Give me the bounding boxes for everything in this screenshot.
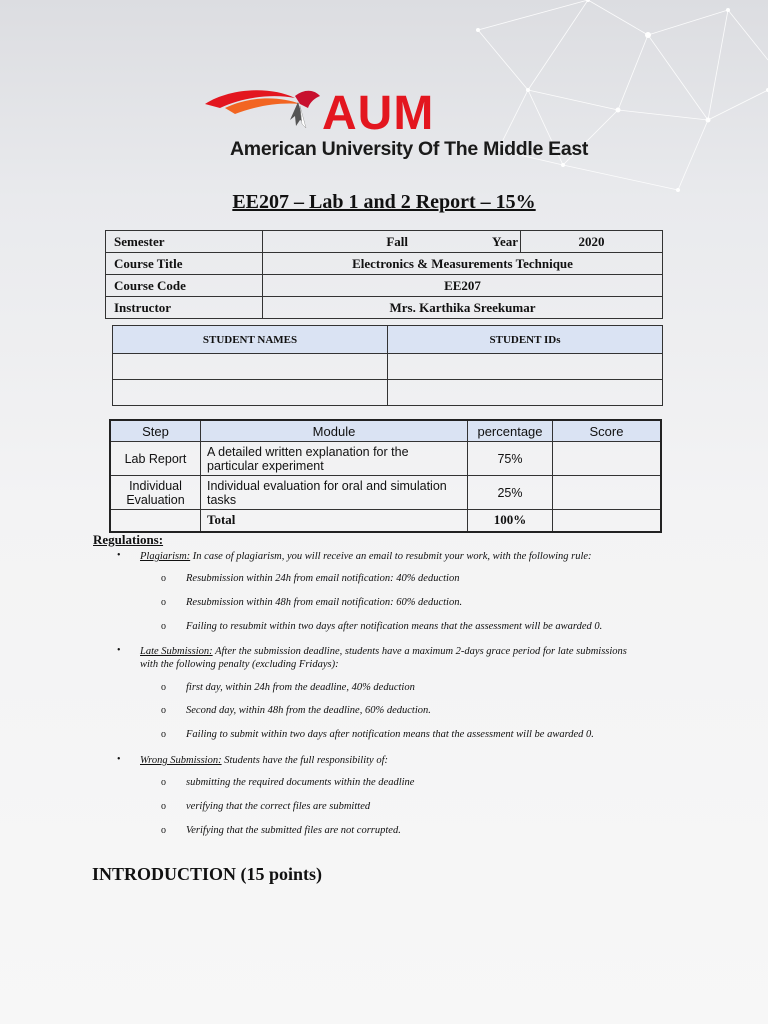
step-cell: Lab Report bbox=[110, 442, 201, 476]
student-names-header: STUDENT NAMES bbox=[113, 326, 388, 354]
circle-bullet-icon: o bbox=[161, 801, 166, 812]
course-code-value: EE207 bbox=[263, 275, 663, 297]
table-total-row bbox=[110, 510, 661, 532]
semester-label: Semester bbox=[106, 231, 263, 253]
plagiarism-item: Failing to resubmit within two days after notification means that the assessment will be awarded 0. bbox=[186, 621, 603, 632]
year-label: Year bbox=[492, 233, 518, 249]
table-row bbox=[113, 380, 663, 406]
circle-bullet-icon: o bbox=[161, 573, 166, 584]
score-header: Score bbox=[553, 420, 662, 442]
student-id-cell[interactable] bbox=[388, 354, 663, 380]
score-cell[interactable] bbox=[553, 442, 662, 476]
grading-table bbox=[109, 419, 662, 533]
aum-logo bbox=[200, 86, 589, 166]
plagiarism-rule bbox=[140, 550, 680, 563]
wrong-item: verifying that the correct files are submitted bbox=[186, 801, 371, 812]
instructor-label: Instructor bbox=[106, 297, 263, 319]
regulations-heading: Regulations: bbox=[93, 532, 164, 547]
course-title-label: Course Title bbox=[106, 253, 263, 275]
course-info-table bbox=[105, 230, 663, 319]
table-row bbox=[106, 231, 663, 253]
empty-cell bbox=[110, 510, 201, 532]
logo-wordmark: AUM bbox=[322, 87, 435, 140]
percentage-header: percentage bbox=[468, 420, 553, 442]
circle-bullet-icon: o bbox=[161, 621, 166, 632]
table-row bbox=[110, 442, 661, 476]
table-row bbox=[106, 297, 663, 319]
step-header: Step bbox=[110, 420, 201, 442]
module-cell: A detailed written explanation for the particular experiment bbox=[201, 442, 468, 476]
introduction-heading: INTRODUCTION (15 points) bbox=[92, 864, 323, 884]
table-row bbox=[113, 354, 663, 380]
table-header-row bbox=[110, 420, 661, 442]
year-value: 2020 bbox=[521, 231, 663, 253]
late-item: Failing to submit within two days after notification means that the assessment will be awarded 0. bbox=[186, 729, 594, 740]
document-title: EE207 – Lab 1 and 2 Report – 15% bbox=[232, 191, 536, 213]
score-total-cell[interactable] bbox=[553, 510, 662, 532]
wrong-item: Verifying that the submitted files are not corrupted. bbox=[186, 825, 401, 836]
student-name-cell[interactable] bbox=[113, 354, 388, 380]
plagiarism-item: Resubmission within 48h from email notification: 60% deduction. bbox=[186, 597, 463, 608]
student-ids-header: STUDENT IDs bbox=[388, 326, 663, 354]
wrong-submission-rule bbox=[140, 754, 680, 767]
student-name-cell[interactable] bbox=[113, 380, 388, 406]
plagiarism-text: In case of plagiarism, you will receive an email to resubmit your work, with the following rule: bbox=[190, 551, 592, 562]
bullet-icon: • bbox=[117, 754, 121, 765]
bullet-icon: • bbox=[117, 550, 121, 561]
course-title-value: Electronics & Measurements Technique bbox=[263, 253, 663, 275]
table-row bbox=[106, 253, 663, 275]
module-header: Module bbox=[201, 420, 468, 442]
course-code-label: Course Code bbox=[106, 275, 263, 297]
percentage-cell: 25% bbox=[468, 476, 553, 510]
wrong-submission-label: Wrong Submission: bbox=[140, 755, 222, 766]
plagiarism-item: Resubmission within 24h from email notification: 40% deduction bbox=[186, 573, 460, 584]
wrong-submission-text: Students have the full responsibility of: bbox=[221, 755, 388, 766]
eagle-logo-icon bbox=[200, 86, 325, 136]
circle-bullet-icon: o bbox=[161, 777, 166, 788]
semester-value: Fall bbox=[386, 233, 408, 249]
student-id-cell[interactable] bbox=[388, 380, 663, 406]
circle-bullet-icon: o bbox=[161, 597, 166, 608]
plagiarism-label: Plagiarism: bbox=[140, 551, 191, 562]
total-label: Total bbox=[201, 510, 468, 532]
score-cell[interactable] bbox=[553, 476, 662, 510]
students-table bbox=[112, 325, 663, 406]
circle-bullet-icon: o bbox=[161, 682, 166, 693]
regulations-section bbox=[93, 532, 693, 548]
late-submission-label: Late Submission: bbox=[140, 646, 213, 657]
bullet-icon: • bbox=[117, 645, 121, 656]
total-value: 100% bbox=[468, 510, 553, 532]
late-item: first day, within 24h from the deadline, 40% deduction bbox=[186, 682, 415, 693]
table-row bbox=[110, 476, 661, 510]
circle-bullet-icon: o bbox=[161, 729, 166, 740]
logo-subtitle: American University Of The Middle East bbox=[230, 138, 589, 160]
circle-bullet-icon: o bbox=[161, 705, 166, 716]
semester-year-cell bbox=[263, 231, 521, 253]
late-item: Second day, within 48h from the deadline, 60% deduction. bbox=[186, 705, 431, 716]
wrong-item: submitting the required documents within the deadline bbox=[186, 777, 415, 788]
circle-bullet-icon: o bbox=[161, 825, 166, 836]
instructor-value: Mrs. Karthika Sreekumar bbox=[263, 297, 663, 319]
step-cell: Individual Evaluation bbox=[110, 476, 201, 510]
percentage-cell: 75% bbox=[468, 442, 553, 476]
module-cell: Individual evaluation for oral and simulation tasks bbox=[201, 476, 468, 510]
late-submission-rule bbox=[140, 645, 640, 671]
late-submission-text: After the submission deadline, students have a maximum 2-days grace period for late submissions with the following penalty (excluding Fridays): bbox=[140, 646, 627, 670]
table-row bbox=[106, 275, 663, 297]
table-header-row bbox=[113, 326, 663, 354]
